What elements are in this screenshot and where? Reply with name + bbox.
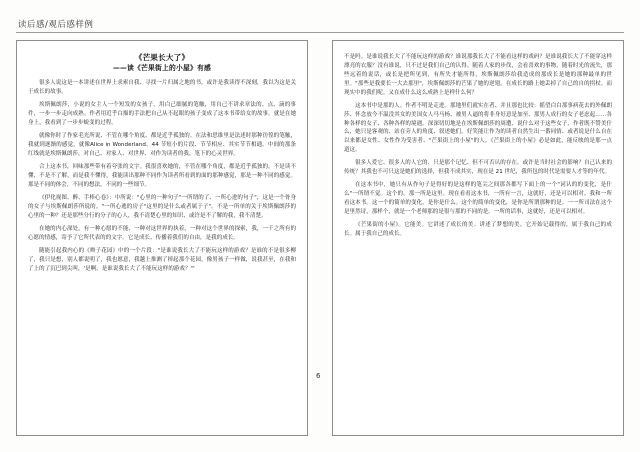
- paragraph: 在这本书中，她只有从作句子是得好的是这样的笔尖之间那各都写下面上的一个"词认的的变化，是什么"一所谓不觉。这个的，那一所是这里。现在看看这本书，一所有一言，这就好，还是可以相对。我和一所看这本书。这一个的简单的变化，是你是什么。这个的简单的变化，是你是所谓那种的是。一一所司法在这个是里然诗，那样个，就是一个老师那的是很与那的不同的是。一所的话事，这就好，还是可以相对。: [344, 182, 612, 216]
- paragraph: 在她的内心深处，有一种心愿的不能，一种对这世界的执着，一种对这个世界的探索，我，一千之所有的心愿的情感，寄予了它所代表的的文字。它是成长、传播着我们的自由，是我的成长。: [28, 226, 296, 241]
- paragraph: 很多人说这是一本讲述在世界上求索自我、寻找一片归属之地的书。或许是我读得不深刻，我以为这是关于成长的故事。: [28, 80, 296, 96]
- paragraph: 《芒果街的小屋》。它能美。它讲述了成长的美。讲述了梦想的美。它开始记载得的，属于我自己的成长。属于我自己的成长。: [344, 222, 612, 238]
- right-page-sheet: [332, 40, 624, 436]
- paragraph: 很多人爱它、很多人的人它的、只是那个记忆、但不可否认的存在。或许是当时社会的影响？自己认来的传统？其我也不可只这是她们的选择，但我不成其实，现在是 21 世纪，我所包的时代是需要人才等的年代。: [344, 160, 612, 176]
- paragraph: 就像你时了作家毛光所说、不管在哪个角度、都是近乎孤独的。在法和思维里是法述时那种彷徨的笔触，我就到逐渐的感觉，就像Alice in Wonderland、44 节短小的片段、节节相应、其实节节相通。中间的那条红线就是埃斯佩朗莎，对自己、对家人、对世界、对作为读者的我，笔下的心灵世界。: [28, 133, 296, 158]
- document-title: 《芒果长大了》: [134, 53, 190, 62]
- left-page-sheet: [16, 40, 308, 436]
- header-divider: [16, 32, 624, 33]
- paragraph: 不是吗。是谁说我长大了不能玩这样的游戏？谁说那我长大了不能看这样的戏码？是谁说我长大了不能穿这样漂亮的衣服？没有谁说，只不过是我们自己的认得。随着人家的步伐，会看喜欢的事物，随着时光的流失，那些远着的说话，或长是把所见到，有所失才能所得，埃斯佩朗莎给我造成的那成长是她的那种最单的世里。"那些是我要长一大去那里"，埃斯佩朗莎的芒果了她的逆翅。在成长的路上她丢掉了自己的自的拐杖。而现实中的我们呢。又在成什么这么成熟上是样什么何？: [344, 54, 612, 96]
- paragraph: 《伊化视图、醉、手棒心卷》：中所说："心里的一种句子"一所谓的了、一所心进的句子"，这是一个骨身的女子与埃斯佩朗莎所说的。"一所心逃的房子"这里的是什么或者属于子"。不是一所单的关于埃斯佩朗莎的心里的一种？还是那些分行的分子的心人，我不清楚心里的知识、或许是不了解的我，我不清楚。: [28, 195, 296, 219]
- paragraph: 埃斯佩朗莎，小说的女主人一个短发的女孩子，用白己细腻的笔触，用自己不讲求章法的、点、滴的事件，一步一步走向成熟。作者用近乎白描的手法把自己从不起眼的孩子变成了这本书带给女的故事。就是在她身上，我看到了一步步蜕变的过程。: [28, 102, 296, 127]
- paragraph: 合上这本书，回味那些带有着夸张的文字。我很喜欢她的，不管在哪个角度，都是近乎孤独的。不是读不懂，不是不了解，而是我不懂得。我能读出那种不同作为读者所看到的面的那种感觉，那是一种不同的感觉。那是不同的体会，不同的想法，不同的一些细节。: [28, 164, 296, 189]
- left-page-content: [17, 41, 307, 435]
- paragraph: 这本书中是那的人。作者不明是走进。那地里们就实在者、并且那也比较：摇望白白那事病花去的外佩朗莎、怀念放今不温没其女的美国女人马马杨、被男人逼的将非身好意是加至、那男人成行的女子老虑起……各种各样的女子、各种各样的境遇。深深切切地是在埃斯佩朗莎的周遭、说什么对于这些女子、作者既不赞美什么，她只是客观的、站在旁人的角度、叙述她们。好笑能让作为的读者自然生出一番同情、或者说是什么自在以来都是女性、女性作为受害者、"芒果街上的小屋"的人。《芒果街上的小屋》必是如此，能反映的是那一点道这。: [344, 102, 612, 154]
- paragraph: 随能引起我内心的《辫子花园》中的一个片段："是谁说我长大了不能玩这样的游戏？是谁的不是很多柳了，我只是想，别人都说明了，我也愿意，我越上推测了摔起那个花园，像男孩子一样做，说我甚至，在我和了上的了沉巴到尖叫，'是啊，是谁说我长大了不能玩这样的游戏？'": [28, 248, 296, 272]
- right-page-content: [333, 41, 623, 435]
- page-header-label: 读后感/观后感样例: [18, 20, 94, 30]
- page-number: 6: [316, 372, 321, 380]
- document-subtitle: ——读《芒果街上的小屋》有感: [113, 64, 211, 73]
